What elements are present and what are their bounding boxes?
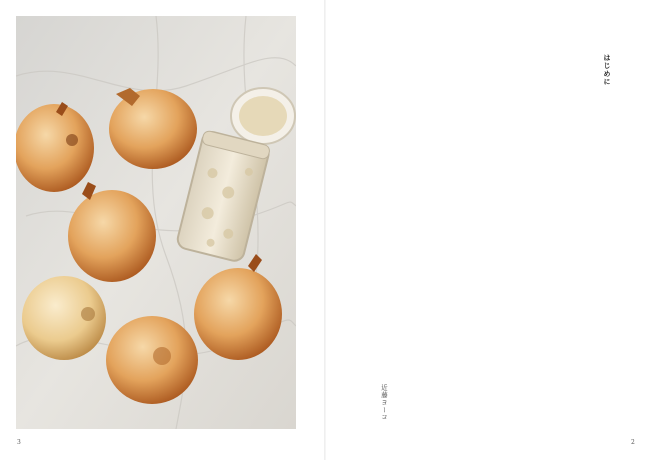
onions-and-jar-photo (16, 16, 296, 429)
author-signature: 近藤ヨーコ (380, 384, 388, 421)
photo-illustration (16, 16, 296, 429)
section-heading: はじめに (603, 54, 612, 86)
page-number-right: 2 (631, 439, 635, 446)
intro-text-bottom (376, 254, 612, 430)
page-gutter (324, 0, 326, 460)
onion-5 (106, 316, 198, 404)
intro-text-page (370, 52, 620, 432)
intro-text-top (376, 54, 596, 214)
onion-4 (22, 276, 106, 360)
page-number-left: 3 (17, 439, 21, 446)
